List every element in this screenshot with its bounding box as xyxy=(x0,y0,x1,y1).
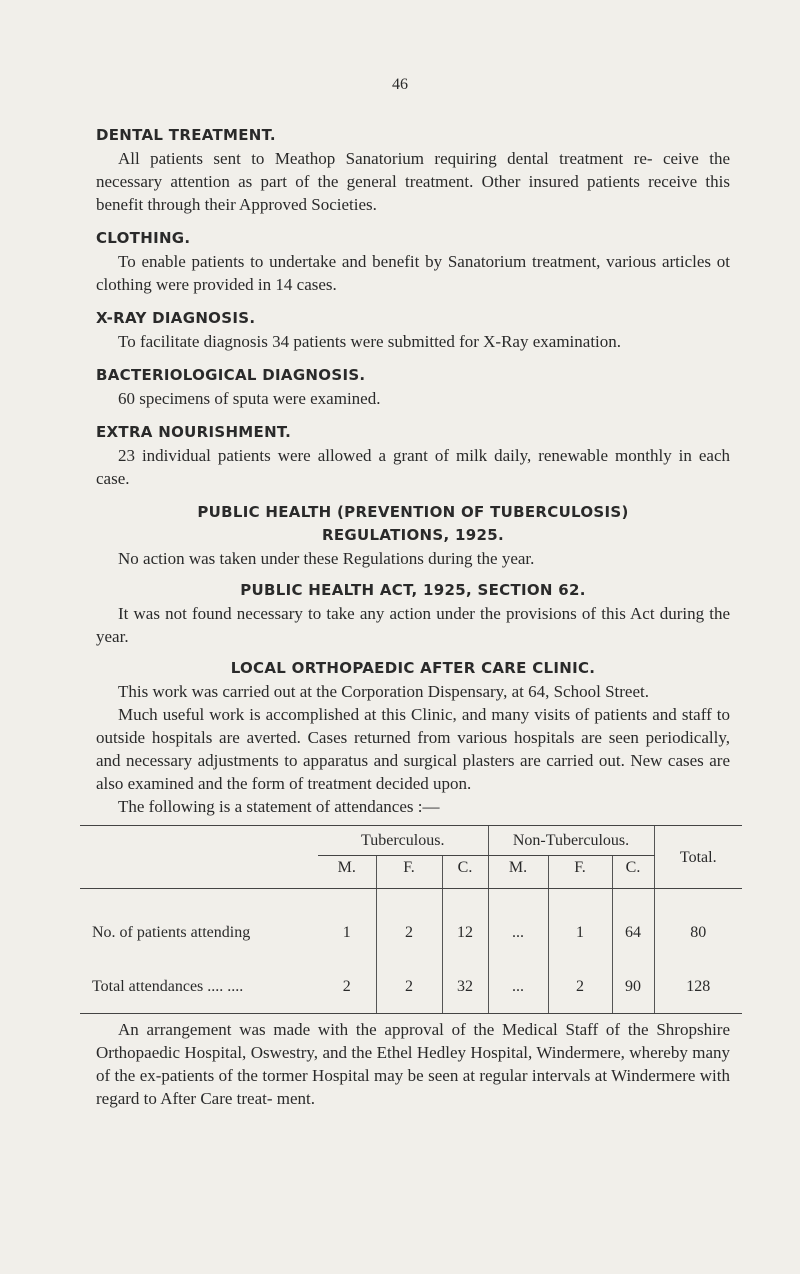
table-corner xyxy=(80,856,318,889)
table-cell: 64 xyxy=(612,905,654,959)
subheader-f: F. xyxy=(548,856,612,889)
table-cell: 2 xyxy=(548,959,612,1014)
table-cell: 12 xyxy=(442,905,488,959)
paragraph: Much useful work is accomplished at this Clinic, and many visits of patients and staff to outside hospitals are averted. Cases returned from various hospitals are seen periodically, and necessary adjustments to apparatus and surgical plasters are carried out. New cases are also examined and the form of treatment decided upon. xyxy=(96,705,730,793)
table-cell: 32 xyxy=(442,959,488,1014)
section-extra-nourishment xyxy=(96,421,730,490)
table-row xyxy=(80,905,742,959)
section-bacteriological-diagnosis xyxy=(96,364,730,410)
section-heading: PUBLIC HEALTH ACT, 1925, SECTION 62. xyxy=(240,581,586,599)
section-heading: EXTRA NOURISHMENT. xyxy=(96,423,292,441)
paragraph: This work was carried out at the Corporation Dispensary, at 64, School Street. xyxy=(118,682,649,701)
header-tuberculous: Tuberculous. xyxy=(318,826,488,856)
subheader-m: M. xyxy=(488,856,548,889)
section-x-ray-diagnosis xyxy=(96,307,730,353)
paragraph: 23 individual patients were allowed a grant of milk daily, renewable monthly in each case. xyxy=(96,446,730,488)
paragraph: To enable patients to undertake and benefit by Sanatorium treatment, various articles ot clothing were provided in 14 cases. xyxy=(96,252,730,294)
table-corner xyxy=(80,826,318,856)
header-non-tuberculous: Non-Tuberculous. xyxy=(488,826,654,856)
section-dental-treatment xyxy=(96,124,730,216)
section-public-health-act xyxy=(96,579,730,648)
paragraph: 60 specimens of sputa were examined. xyxy=(118,389,381,408)
row-label: Total attendances .... .... xyxy=(80,959,318,1014)
table-cell: 2 xyxy=(376,905,442,959)
section-orthopaedic-clinic xyxy=(96,657,730,818)
table-cell: 90 xyxy=(612,959,654,1014)
table-cell: ... xyxy=(488,959,548,1014)
table-spacer xyxy=(80,889,742,906)
paragraph: The following is a statement of attendances :— xyxy=(118,797,440,816)
section-clothing xyxy=(96,227,730,296)
section-heading: CLOTHING. xyxy=(96,229,191,247)
table-row xyxy=(80,959,742,1014)
paragraph: No action was taken under these Regulations during the year. xyxy=(118,549,535,568)
row-label: No. of patients attending xyxy=(92,923,251,941)
paragraph: All patients sent to Meathop Sanatorium requiring dental treatment re- ceive the necessary attention as part of the general treatment. Other insured patients receive this benefit through their Approved Societies. xyxy=(96,149,730,214)
table-cell: 128 xyxy=(654,959,742,1014)
subheader-c: C. xyxy=(612,856,654,889)
section-heading-line-2: REGULATIONS, 1925. xyxy=(322,526,504,544)
table-cell: 1 xyxy=(342,923,351,941)
attendance-table xyxy=(80,825,742,1014)
table-cell: 80 xyxy=(654,905,742,959)
section-heading: DENTAL TREATMENT. xyxy=(96,126,276,144)
section-public-health-regulations xyxy=(96,501,730,570)
table-cell: ... xyxy=(488,905,548,959)
table-cell: 1 xyxy=(548,905,612,959)
closing-paragraph: An arrangement was made with the approval of the Medical Staff of the Shropshire Orthopaedic Hospital, Oswestry, and the Ethel Hedley Hospital, Windermere, whereby many of the ex-patients of the tormer Hospital may be seen at regular intervals at Windermere with regard to After Care treat- ment. xyxy=(96,1020,730,1108)
table-cell: 2 xyxy=(376,959,442,1014)
paragraph: To facilitate diagnosis 34 patients were submitted for X-Ray examination. xyxy=(118,332,622,351)
page-number: 46 xyxy=(392,76,408,93)
header-total: Total. xyxy=(654,826,742,889)
subheader-m: M. xyxy=(318,856,376,889)
paragraph: It was not found necessary to take any action under the provisions of this Act during the year. xyxy=(96,604,730,646)
subheader-c: C. xyxy=(442,856,488,889)
section-heading: BACTERIOLOGICAL DIAGNOSIS. xyxy=(96,366,366,384)
table-cell: 2 xyxy=(318,959,376,1014)
section-heading-line-1: PUBLIC HEALTH (PREVENTION OF TUBERCULOSIS) xyxy=(197,503,629,521)
section-heading: X-RAY DIAGNOSIS. xyxy=(96,309,256,327)
section-heading: LOCAL ORTHOPAEDIC AFTER CARE CLINIC. xyxy=(230,659,596,677)
document-body xyxy=(92,124,730,1110)
subheader-f: F. xyxy=(376,856,442,889)
